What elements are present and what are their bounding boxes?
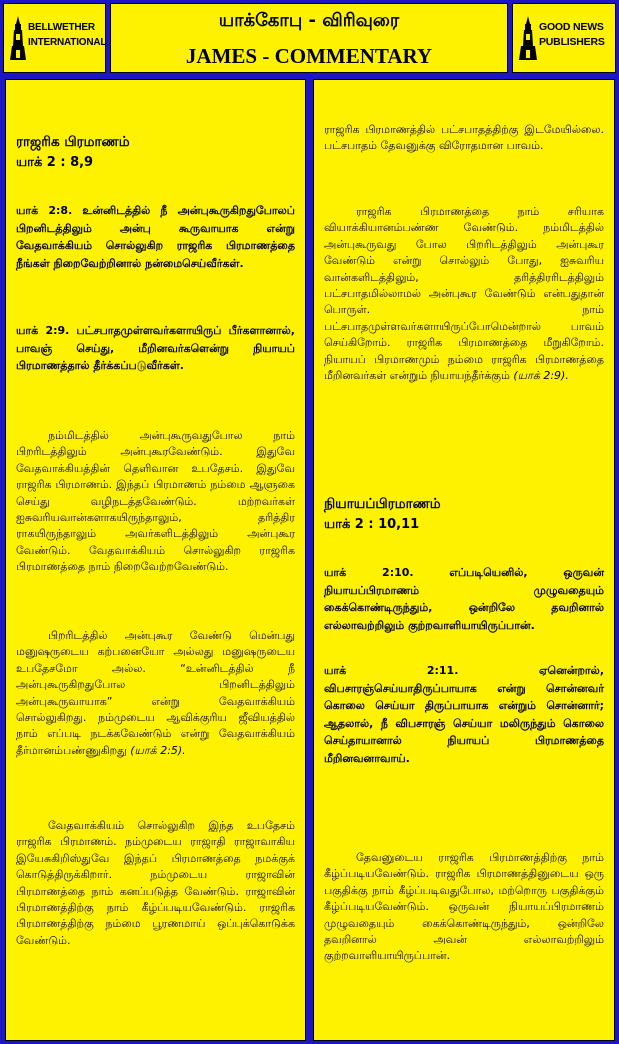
good-news-logo-box [512, 3, 616, 73]
right-column [313, 79, 615, 1041]
logo-line-2: PUBLISHERS [539, 36, 605, 48]
paragraph-text: பிறரிடத்தில் அன்புகூர வேண்டு மென்பது மனுஷருடைய கற்பனையோ அல்லது மனுஷருடைய உபதேசமோ அல்ல. “உன்னிடத்தில் நீ அன்புகூருகிறதுபோல பிறனிடத்திலும் அன்புகூருவாயாக” என்று வேதவாக்கியம் சொல்லுகிறது. நம்முடைய ஆவிக்குரிய ஜீவியத்தில் நாம் எப்படி நடக்கவேண்டும் என்று வேதவாக்கியம் தீர்மானம்பண்ணுகிறது [16, 629, 295, 757]
good-news-logo-text [539, 20, 605, 50]
section-reference: யாக் 2 : 10,11 [324, 517, 420, 532]
tower-icon [10, 16, 26, 60]
verse-text: யாக் 2:8. உன்னிடத்தில் நீ அன்புகூருகிறதுபோலப் பிறனிடத்திலும் அன்பு கூருவாயாக என்று வேதவாக்கியம் சொல்லுகிற ராஜரிக பிரமாணத்தை நீங்கள் நிறைவேற்றினால் நன்மைசெய்வீர்கள். [16, 204, 295, 270]
title-english: JAMES - COMMENTARY [185, 44, 433, 68]
paragraph-text: ராஜரிக பிரமாணத்தை நாம் சரியாக வியாக்கியானம்பண்ண வேண்டும். நம்மிடத்தில் அன்புகூருவது போல பிறரிடத்திலும் அன்புகூர வேண்டும் என்று சொல்லும் போது, ஐசுவரிய வான்களிடத்திலும், தரித்திரரிடத்திலும் பட்சபாதமில்லாமல் அன்புகூர வேண்டும் என்பதுதான் பொருள். நாம் பட்சபாதமுள்ளவர்களாயிருப்போமென்றால் பாவம் செய்கிறோம். ராஜரிக பிரமாணத்தை மீறுகிறோம். நியாயப் பிரமாணமும் நம்மை ராஜரிக பிரமாணத்தை மீறினவர்கள் என்றும் நியாயந்தீர்க்கும் [324, 205, 604, 383]
section-heading: நியாயப்பிரமாணம் [324, 496, 441, 512]
scripture-reference: (யாக் 2:9). [513, 369, 569, 383]
commentary-paragraph [16, 628, 295, 759]
bellwether-logo-text [28, 20, 106, 50]
commentary-paragraph [324, 204, 604, 384]
bellwether-logo-box [3, 3, 106, 73]
commentary-paragraph: நம்மிடத்தில் அன்புகூருவதுபோல நாம் பிறரிடத்திலும் அன்புகூரவேண்டும். இதுவே வேதவாக்கியத்தின் தெளிவான உபதேசம். இதுவே ராஜரிக பிரமாணம். இந்தப் பிரமாணம் நம்மை ஆளுகை செய்து வழிநடத்தவேண்டும். மற்றவர்கள் ஐசுவரியவான்களாகயிருந்தாலும், தரித்திர ராகயிருந்தாலும் அவர்களிடத்திலும் அன்புகூர வேண்டும். வேதவாக்கியம் சொல்லுகிற ராஜரிக பிரமாணத்தை நாம் நிறைவேற்றவேண்டும். [16, 429, 295, 574]
verse-text: யாக் 2:11. ஏனென்றால், விபசாரஞ்செய்யாதிருப்பாயாக என்று சொன்னவர் கொலை செய்யா திருப்பாயாக என்றும் சொன்னார்; ஆதலால், நீ விபசாரஞ் செய்யா மலிருந்தும் கொலை செய்தாயானால் நியாயப் பிரமாணத்தை மீறினவனாவாய். [324, 664, 604, 765]
title-box [110, 3, 508, 73]
tower-icon [519, 16, 537, 60]
section-reference: யாக் 2 : 8,9 [16, 155, 94, 170]
good-news-logo [519, 14, 609, 64]
logo-line-1: GOOD NEWS [539, 21, 604, 33]
scripture-reference: (யாக் 2:5). [130, 743, 186, 757]
section-heading: ராஜரிக பிரமாணம் [16, 134, 130, 150]
commentary-paragraph: ராஜரிக பிரமாணத்தில் பட்சபாதத்திற்கு இடமேயில்லை. பட்சபாதம் தேவனுக்கு விரோதமான பாவம். [324, 123, 604, 153]
title-tamil: யாக்கோபு - விரிவுரை [218, 10, 400, 31]
verse-text: யாக் 2:9. பட்சபாதமுள்ளவர்களாயிருப் பீர்களானால், பாவஞ் செய்து, மீறினவர்களென்று நியாயப் பிரமாணத்தால் தீர்க்கப்படுவீர்கள். [16, 324, 295, 373]
commentary-paragraph: தேவனுடைய ராஜரிக பிரமாணத்திற்கு நாம் கீழ்ப்படியவேண்டும். ராஜரிக பிரமாணத்தினுடைய ஒரு பகுதிக்கு நாம் கீழ்ப்படிவதுபோல, மற்றொரு பகுதிக்கும் கீழ்ப்படியவேண்டும். ஒருவன் நியாயப்பிரமாணம் முழுவதையும் கைக்கொண்டிருந்தும், ஒன்றிலே தவறினால் அவன் எல்லாவற்றிலும் குற்றவாளியாயிருப்பான். [324, 851, 604, 963]
left-column [5, 79, 306, 1041]
logo-line-2: INTERNATIONAL [28, 37, 107, 48]
bellwether-logo [10, 14, 107, 64]
verse-text: யாக் 2:10. எப்படியெனில், ஒருவன் நியாயப்பிரமாணம் முழுவதையும் கைக்கொண்டிருந்தும், ஒன்றிலே தவறினால் எல்லாவற்றிலும் குற்றவாளியாயிருப்பான். [324, 566, 604, 632]
logo-line-1: BELLWETHER [28, 22, 95, 33]
commentary-paragraph: வேதவாக்கியம் சொல்லுகிற இந்த உபதேசம் ராஜரிக பிரமாணம். நம்முடைய ராஜாதி ராஜாவாகிய இயேசுகிறிஸ்துவே இந்தப் பிரமாணத்தை நமக்குக் கொடுத்திருக்கிறார். நம்முடைய ராஜாவின் பிரமாணத்தை நாம் கனப்படுத்த வேண்டும். ராஜாவின் பிரமாணத்திற்கு நாம் கீழ்ப்படியவேண்டும். ராஜரிக பிரமாணத்திற்கு நம்மை பூரணமாய் ஒப்புக்கொடுக்க வேண்டும். [16, 819, 295, 947]
